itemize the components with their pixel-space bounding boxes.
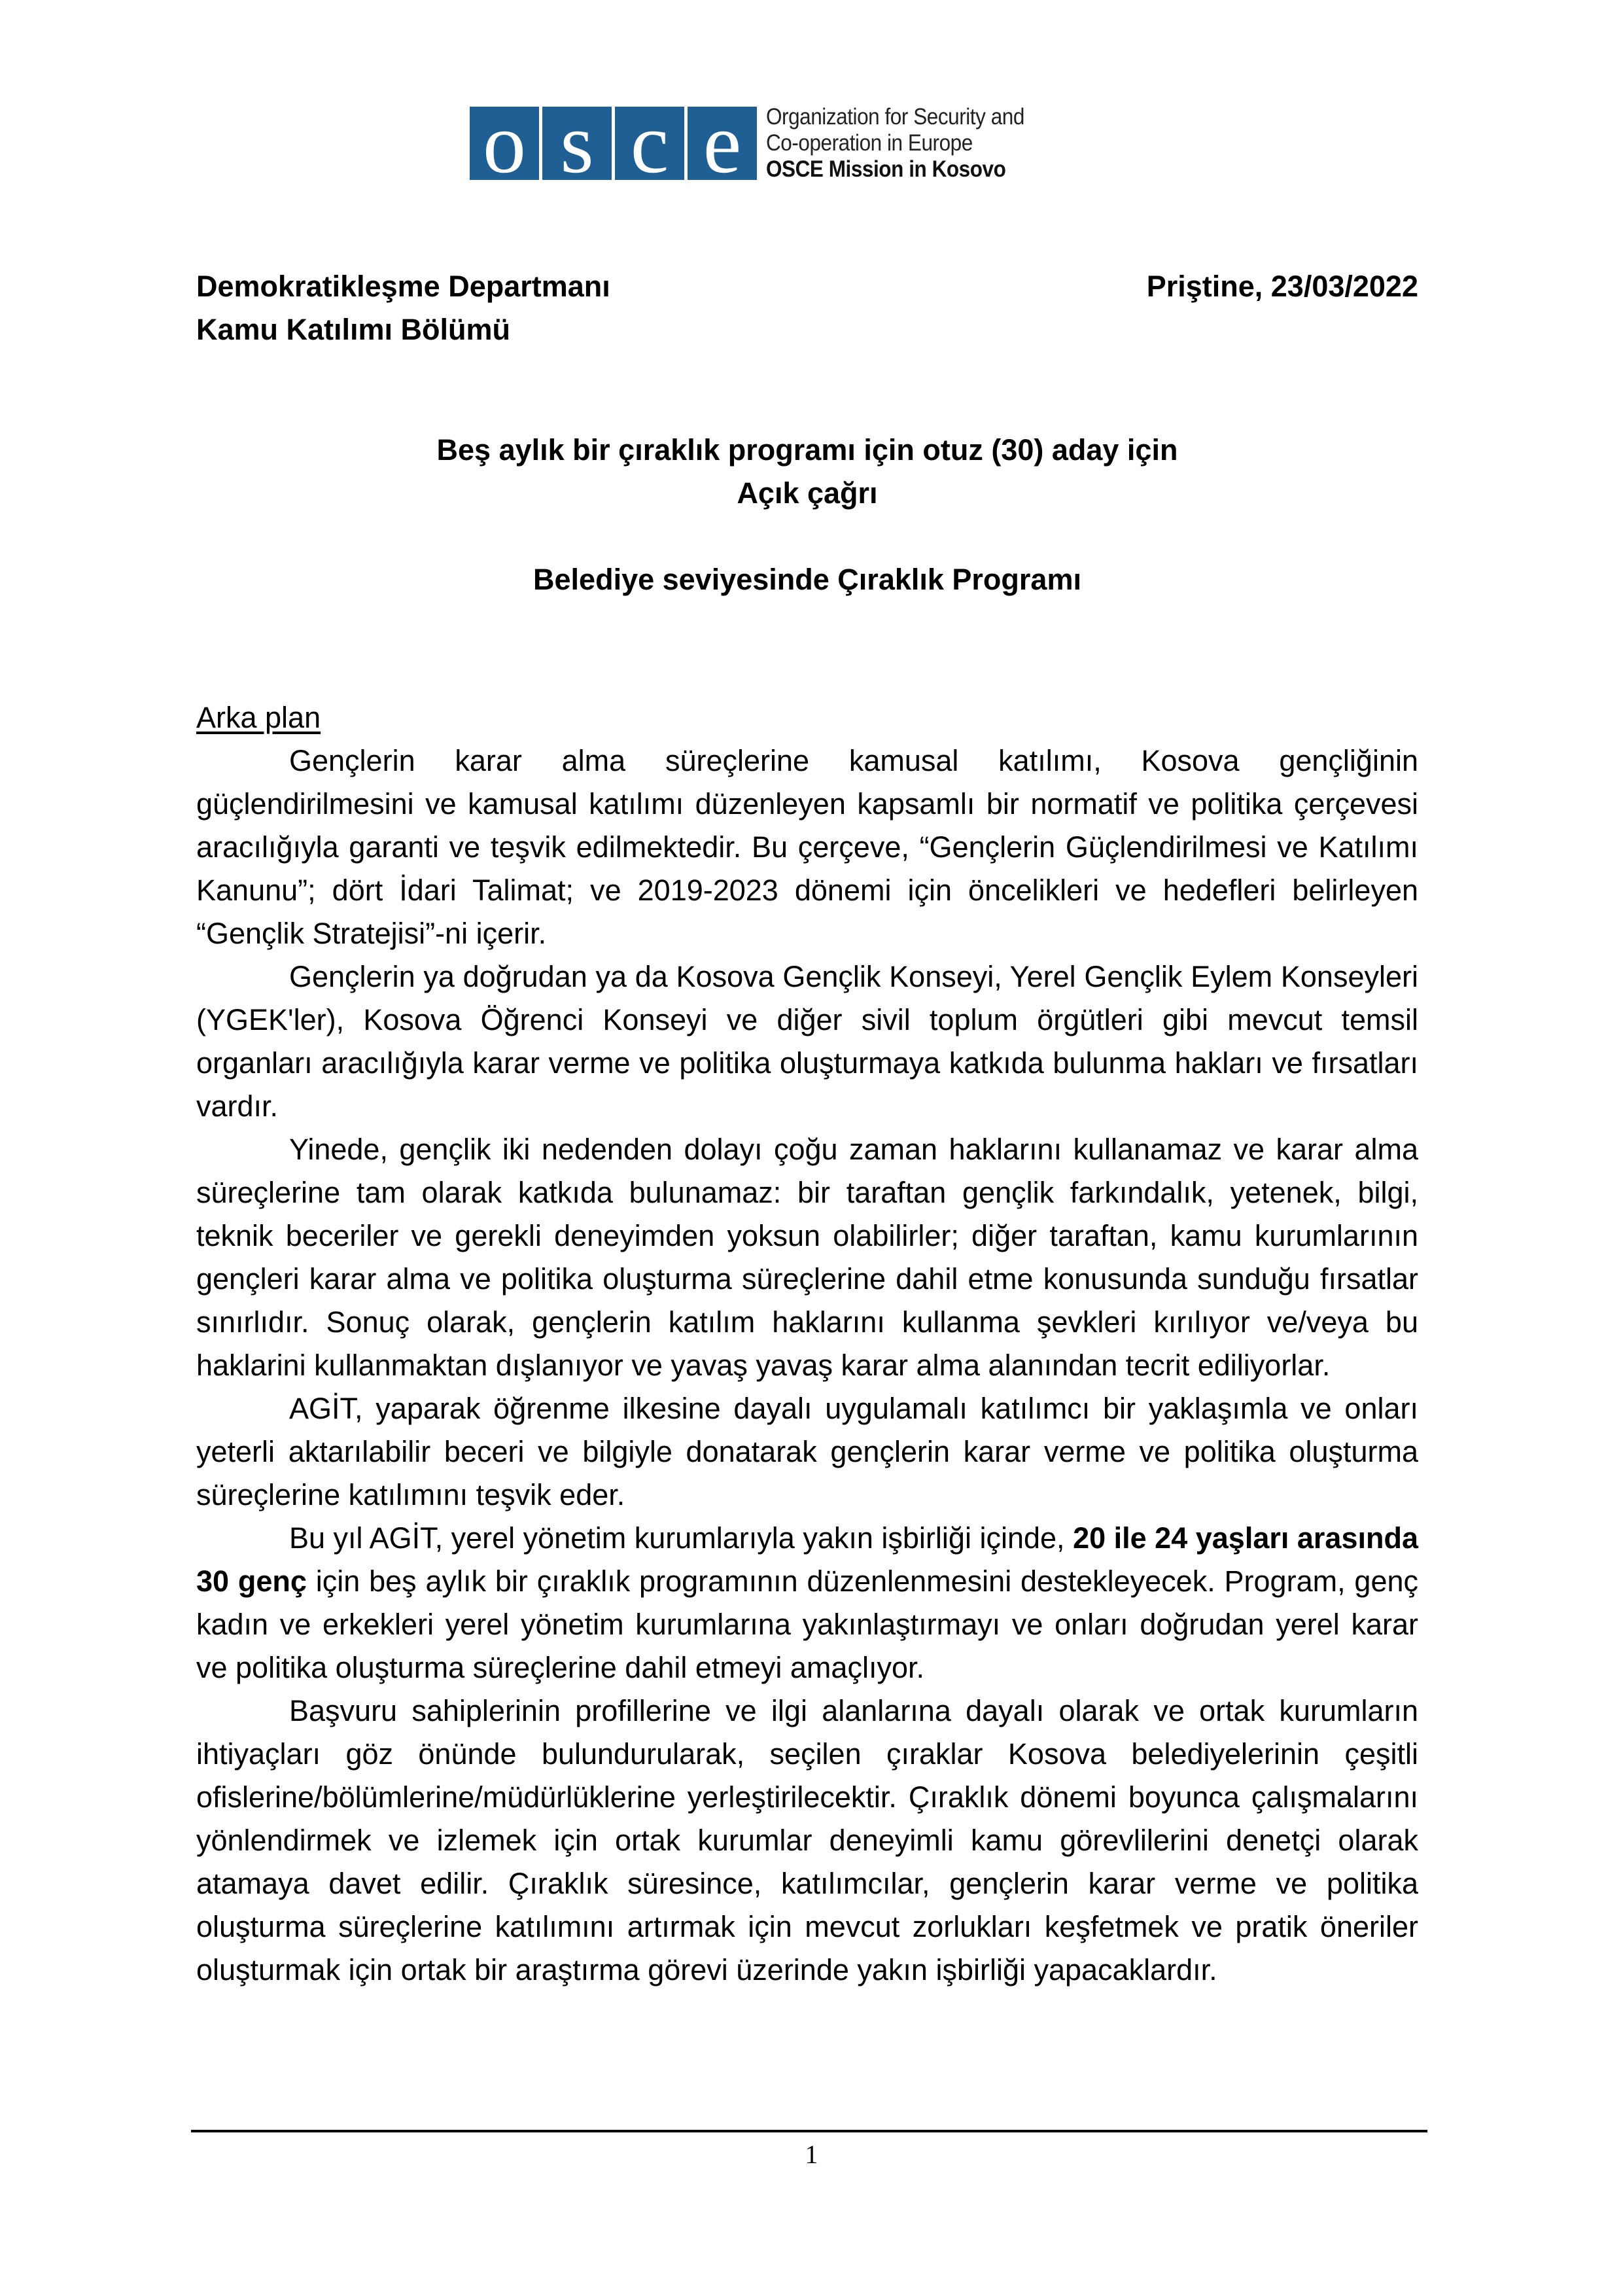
document-subtitle: Belediye seviyesinde Çıraklık Programı	[533, 563, 1081, 596]
section-heading-background: Arka plan	[196, 701, 321, 734]
logo-letter-c: c	[615, 107, 684, 180]
logo-letter-e: e	[688, 107, 757, 180]
paragraph-5-intro: Bu yıl AGİT, yerel yönetim kurumlarıyla yakın işbirliği içinde,	[289, 1521, 1065, 1555]
logo-line-cooperation: Co-operation in Europe	[766, 130, 973, 156]
paragraph-1: Gençlerin karar alma süreçlerine kamusal katılımı, Kosova gençliğinin güçlendirilmesini ve kamusal katılımı düzenleyen kapsamlı bir normatif ve politika çerçevesi aracılığıyla garanti ve teşvik edilmektedir. Bu çerçeve, “Gençlerin Güçlendirilmesi ve Katılımı Kanunu”; dört İdari Talimat; ve 2019-2023 dönemi için öncelikleri ve hedefleri belirleyen “Gençlik Stratejisi”-ni içerir.	[196, 744, 1418, 950]
paragraph-4: AGİT, yaparak öğrenme ilkesine dayalı uygulamalı katılımcı bir yaklaşımla ve onları yeterli aktarılabilir beceri ve bilgiyle donatarak gençlerin karar verme ve politika oluşturma süreçlerine katılımını teşvik eder.	[196, 1392, 1418, 1511]
footer-divider	[191, 2130, 1427, 2132]
logo-line-organization: Organization for Security and	[766, 104, 1024, 130]
department-name: Demokratikleşme Departmanı	[196, 270, 610, 303]
logo-wordmark	[766, 104, 1024, 183]
paragraph-5-highlight: 20 ile 24 yaşları arasında 30 genç	[196, 1521, 1418, 1598]
paragraph-6: Başvuru sahiplerinin profillerine ve ilgi alanlarına dayalı olarak ve ortak kurumların ihtiyaçları göz önünde bulundurularak, seçilen çıraklar Kosova belediyelerinin çeşitli ofislerine/bölümlerine/müdürlüklerine yerleştirilecektir. Çıraklık dönemi boyunca çalışmalarını yönlendirmek ve izlemek için ortak kurumlar deneyimli kamu görevlilerini denetçi olarak atamaya davet edilir. Çıraklık süresince, katılımcılar, gençlerin karar verme ve politika oluşturma süreçlerine katılımını artırmak için mevcut zorlukları keşfetmek ve pratik öneriler oluşturmak için ortak bir araştırma görevi üzerinde yakın işbirliği yapacaklardır.	[196, 1694, 1418, 1987]
osce-logo	[470, 95, 1053, 191]
logo-letter-s: s	[542, 107, 612, 180]
title-line-1: Beş aylık bir çıraklık programı için otuz (30) aday için	[436, 433, 1178, 467]
title-line-2: Açık çağrı	[737, 476, 878, 510]
document-title	[196, 429, 1418, 515]
logo-letter-o: o	[470, 107, 539, 180]
section-name: Kamu Katılımı Bölümü	[196, 313, 511, 346]
sender-block	[196, 265, 610, 351]
osce-logo-mark	[470, 95, 757, 191]
paragraph-2: Gençlerin ya doğrudan ya da Kosova Gençlik Konseyi, Yerel Gençlik Eylem Konseyleri (YGEK'ler), Kosova Öğrenci Konseyi ve diğer sivil toplum örgütleri gibi mevcut temsil organları aracılığıyla karar verme ve politika oluşturmaya katkıda bulunma hakları ve fırsatları vardır.	[196, 960, 1418, 1123]
place-date: Priştine, 23/03/2022	[1146, 270, 1418, 303]
document-body	[196, 696, 1418, 1992]
logo-line-mission: OSCE Mission in Kosovo	[766, 156, 1006, 182]
paragraph-5-rest: için beş aylık bir çıraklık programının düzenlenmesini destekleyecek. Program, genç kadın ve erkekleri yerel yönetim kurumlarına yakınlaştırmayı ve onları doğrudan yerel karar ve politika oluşturma süreçlerine dahil etmeyi amaçlıyor.	[196, 1564, 1418, 1684]
page-number: 1	[805, 2140, 818, 2169]
paragraph-5	[196, 1517, 1418, 1689]
paragraph-3: Yinede, gençlik iki nedenden dolayı çoğu zaman haklarını kullanamaz ve karar alma süreçlerine tam olarak katkıda bulunamaz: bir taraftan gençlik farkındalık, yetenek, bilgi, teknik beceriler ve gerekli deneyimden yoksun olabilirler; diğer taraftan, kamu kurumlarının gençleri karar alma ve politika oluşturma süreçlerine dahil etme konusunda sunduğu fırsatlar sınırlıdır. Sonuç olarak, gençlerin katılım haklarını kullanma şevkleri kırılıyor ve/veya bu haklarini kullanmaktan dışlanıyor ve yavaş yavaş karar alma alanından tecrit ediliyorlar.	[196, 1133, 1418, 1382]
